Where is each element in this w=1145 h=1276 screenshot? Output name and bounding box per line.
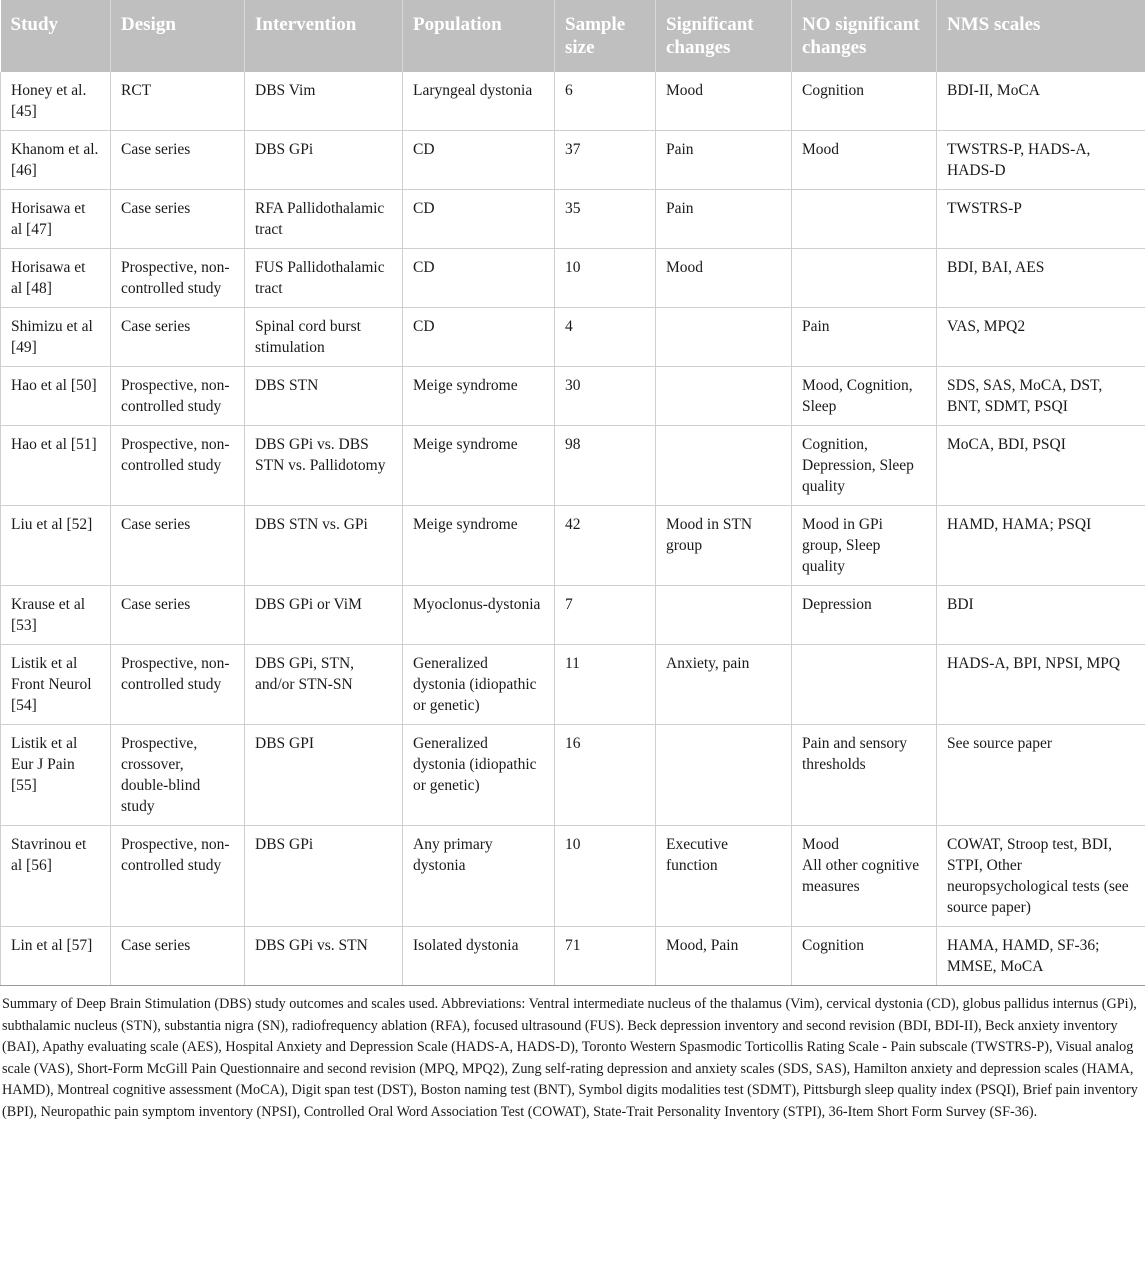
study-cell: Listik et al Eur J Pain [55]: [1, 725, 111, 826]
no-significant-changes-cell: Mood, Cognition, Sleep: [792, 367, 937, 426]
no-significant-changes-cell: Pain: [792, 308, 937, 367]
table-row: [1, 367, 1145, 426]
population-cell: Generalized dystonia (idiopathic or genetic): [403, 725, 555, 826]
significant-changes-cell: Mood in STN group: [656, 506, 792, 586]
sample-size-cell: 10: [555, 249, 656, 308]
design-cell: Prospective, non-controlled study: [111, 249, 245, 308]
table-row: [1, 927, 1145, 986]
sample-size-cell: 10: [555, 826, 656, 927]
population-cell: Generalized dystonia (idiopathic or genetic): [403, 645, 555, 725]
design-cell: Prospective, non-controlled study: [111, 645, 245, 725]
nms-scales-cell: BDI, BAI, AES: [937, 249, 1145, 308]
no-significant-changes-cell: Cognition, Depression, Sleep quality: [792, 426, 937, 506]
population-cell: CD: [403, 131, 555, 190]
significant-changes-cell: [656, 426, 792, 506]
study-cell: Shimizu et al [49]: [1, 308, 111, 367]
header-significant-changes: Significant changes: [656, 0, 792, 72]
study-cell: Liu et al [52]: [1, 506, 111, 586]
study-cell: Horisawa et al [47]: [1, 190, 111, 249]
header-nms-scales: NMS scales: [937, 0, 1145, 72]
no-significant-changes-cell: [792, 645, 937, 725]
population-cell: CD: [403, 308, 555, 367]
nms-scales-cell: HAMA, HAMD, SF-36; MMSE, MoCA: [937, 927, 1145, 986]
table-row: [1, 308, 1145, 367]
population-cell: Meige syndrome: [403, 367, 555, 426]
population-cell: Meige syndrome: [403, 426, 555, 506]
population-cell: Meige syndrome: [403, 506, 555, 586]
intervention-cell: DBS GPi: [245, 131, 403, 190]
table-row: [1, 72, 1145, 131]
header-sample-size: Sample size: [555, 0, 656, 72]
header-design: Design: [111, 0, 245, 72]
design-cell: Case series: [111, 131, 245, 190]
table-row: [1, 826, 1145, 927]
significant-changes-cell: [656, 586, 792, 645]
sample-size-cell: 30: [555, 367, 656, 426]
design-cell: Prospective, crossover, double-blind study: [111, 725, 245, 826]
population-cell: CD: [403, 249, 555, 308]
table-row: [1, 645, 1145, 725]
nms-scales-cell: BDI: [937, 586, 1145, 645]
no-significant-changes-cell: Mood in GPi group, Sleep quality: [792, 506, 937, 586]
header-study: Study: [1, 0, 111, 72]
significant-changes-cell: Mood: [656, 249, 792, 308]
sample-size-cell: 71: [555, 927, 656, 986]
population-cell: Laryngeal dystonia: [403, 72, 555, 131]
intervention-cell: DBS GPi or ViM: [245, 586, 403, 645]
table-body: [1, 72, 1145, 986]
intervention-cell: DBS Vim: [245, 72, 403, 131]
significant-changes-cell: Mood, Pain: [656, 927, 792, 986]
significant-changes-cell: Pain: [656, 131, 792, 190]
significant-changes-cell: [656, 367, 792, 426]
nms-scales-cell: HAMD, HAMA; PSQI: [937, 506, 1145, 586]
study-cell: Khanom et al. [46]: [1, 131, 111, 190]
study-cell: Honey et al. [45]: [1, 72, 111, 131]
table-row: [1, 725, 1145, 826]
nms-scales-cell: See source paper: [937, 725, 1145, 826]
nms-scales-cell: TWSTRS-P: [937, 190, 1145, 249]
study-cell: Hao et al [50]: [1, 367, 111, 426]
significant-changes-cell: Executive function: [656, 826, 792, 927]
sample-size-cell: 42: [555, 506, 656, 586]
table-caption: Summary of Deep Brain Stimulation (DBS) study outcomes and scales used. Abbreviations: Ventral intermediate nucleus of the thalamus (Vim), cervical dystonia (CD), globus pallidus internus (GPi), subthalamic nucleus (STN), substantia nigra (SN), radiofrequency ablation (RFA), focused ultrasound (FUS). Beck depression inventory and second revision (BDI, BDI-II), Beck anxiety inventory (BAI), Apathy evaluating scale (AES), Hospital Anxiety and Depression Scale (HADS-A, HADS-D), Toronto Western Spasmodic Torticollis Rating Scale - Pain subscale (TWSTRS-P), Visual analog scale (VAS), Short-Form McGill Pain Questionnaire and second revision (MPQ, MPQ2), Zung self-rating depression and anxiety scales (SDS, SAS), Hamilton anxiety and depression scales (HAMA, HAMD), Montreal cognitive assessment (MoCA), Digit span test (DST), Boston naming test (BNT), Symbol digits modalities test (SDMT), Pittsburgh sleep quality index (PSQI), Brief pain inventory (BPI), Neuropathic pain symptom inventory (NPSI), Controlled Oral Word Association Test (COWAT), State-Trait Personality Inventory (STPI), 36-Item Short Form Survey (SF-36).: [2, 996, 1138, 1120]
table-row: [1, 249, 1145, 308]
no-significant-changes-cell: Pain and sensory thresholds: [792, 725, 937, 826]
study-cell: Stavrinou et al [56]: [1, 826, 111, 927]
significant-changes-cell: Mood: [656, 72, 792, 131]
intervention-cell: DBS GPi vs. DBS STN vs. Pallidotomy: [245, 426, 403, 506]
nms-scales-cell: SDS, SAS, MoCA, DST, BNT, SDMT, PSQI: [937, 367, 1145, 426]
nms-scales-cell: HADS-A, BPI, NPSI, MPQ: [937, 645, 1145, 725]
sample-size-cell: 16: [555, 725, 656, 826]
significant-changes-cell: [656, 308, 792, 367]
no-significant-changes-cell: Depression: [792, 586, 937, 645]
no-significant-changes-cell: Mood All other cognitive measures: [792, 826, 937, 927]
intervention-cell: DBS GPi, STN, and/or STN-SN: [245, 645, 403, 725]
no-significant-changes-cell: Cognition: [792, 72, 937, 131]
sample-size-cell: 6: [555, 72, 656, 131]
intervention-cell: RFA Pallidothalamic tract: [245, 190, 403, 249]
study-cell: Krause et al [53]: [1, 586, 111, 645]
design-cell: Case series: [111, 308, 245, 367]
study-cell: Lin et al [57]: [1, 927, 111, 986]
nms-scales-cell: MoCA, BDI, PSQI: [937, 426, 1145, 506]
design-cell: Case series: [111, 506, 245, 586]
intervention-cell: Spinal cord burst stimulation: [245, 308, 403, 367]
intervention-cell: DBS GPi: [245, 826, 403, 927]
population-cell: CD: [403, 190, 555, 249]
sample-size-cell: 7: [555, 586, 656, 645]
no-significant-changes-cell: [792, 190, 937, 249]
sample-size-cell: 37: [555, 131, 656, 190]
study-cell: Hao et al [51]: [1, 426, 111, 506]
nms-scales-cell: BDI-II, MoCA: [937, 72, 1145, 131]
header-intervention: Intervention: [245, 0, 403, 72]
nms-scales-cell: TWSTRS-P, HADS-A, HADS-D: [937, 131, 1145, 190]
no-significant-changes-cell: Mood: [792, 131, 937, 190]
intervention-cell: FUS Pallidothalamic tract: [245, 249, 403, 308]
table-row: [1, 586, 1145, 645]
no-significant-changes-cell: Cognition: [792, 927, 937, 986]
nms-scales-cell: VAS, MPQ2: [937, 308, 1145, 367]
design-cell: Case series: [111, 190, 245, 249]
significant-changes-cell: [656, 725, 792, 826]
significant-changes-cell: Pain: [656, 190, 792, 249]
header-row: [1, 0, 1145, 72]
table-row: [1, 131, 1145, 190]
table-row: [1, 190, 1145, 249]
design-cell: RCT: [111, 72, 245, 131]
header-population: Population: [403, 0, 555, 72]
intervention-cell: DBS GPi vs. STN: [245, 927, 403, 986]
population-cell: Any primary dystonia: [403, 826, 555, 927]
study-cell: Horisawa et al [48]: [1, 249, 111, 308]
significant-changes-cell: Anxiety, pain: [656, 645, 792, 725]
design-cell: Prospective, non-controlled study: [111, 826, 245, 927]
nms-scales-cell: COWAT, Stroop test, BDI, STPI, Other neuropsychological tests (see source paper): [937, 826, 1145, 927]
intervention-cell: DBS STN: [245, 367, 403, 426]
population-cell: Isolated dystonia: [403, 927, 555, 986]
sample-size-cell: 4: [555, 308, 656, 367]
population-cell: Myoclonus-dystonia: [403, 586, 555, 645]
intervention-cell: DBS GPI: [245, 725, 403, 826]
sample-size-cell: 98: [555, 426, 656, 506]
intervention-cell: DBS STN vs. GPi: [245, 506, 403, 586]
sample-size-cell: 11: [555, 645, 656, 725]
header-no-significant-changes: NO significant changes: [792, 0, 937, 72]
table-row: [1, 426, 1145, 506]
design-cell: Case series: [111, 927, 245, 986]
study-cell: Listik et al Front Neurol [54]: [1, 645, 111, 725]
no-significant-changes-cell: [792, 249, 937, 308]
table-header: [1, 0, 1145, 72]
design-cell: Prospective, non-controlled study: [111, 426, 245, 506]
design-cell: Case series: [111, 586, 245, 645]
table-row: [1, 506, 1145, 586]
sample-size-cell: 35: [555, 190, 656, 249]
design-cell: Prospective, non-controlled study: [111, 367, 245, 426]
